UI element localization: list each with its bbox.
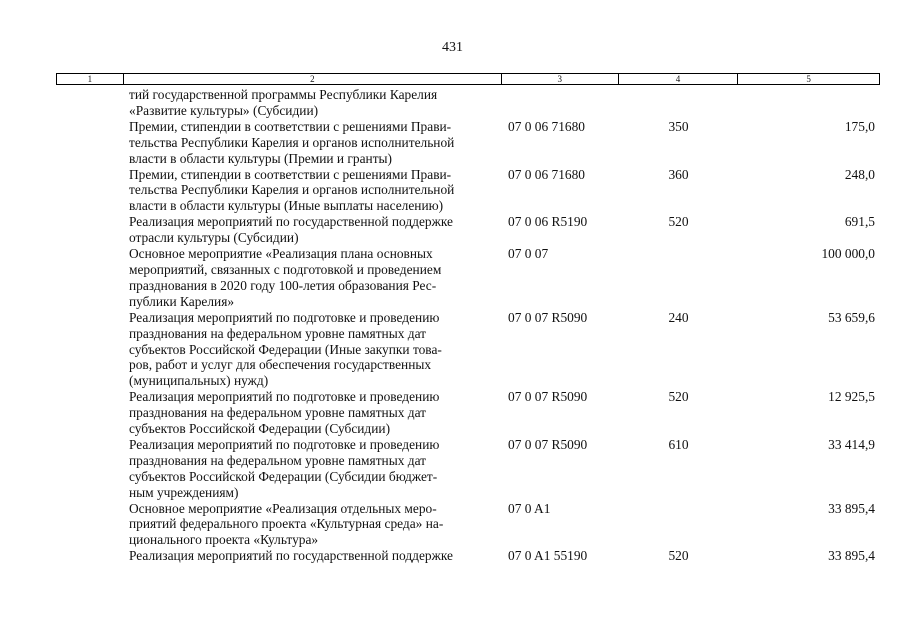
table-row bbox=[0, 389, 905, 437]
row-sum: 33 414,9 bbox=[828, 436, 875, 452]
row-code: 07 0 07 R5090 bbox=[508, 309, 588, 325]
row-name: Реализация мероприятий по подготовке и проведению празднования на федеральном уровне памятных дат субъектов Российской Федерации (Субсидии) bbox=[129, 389, 440, 437]
row-type: 520 bbox=[668, 548, 689, 564]
row-code: 07 0 07 R5090 bbox=[508, 436, 588, 452]
header-col-3: 3 bbox=[502, 74, 619, 84]
header-col-1: 1 bbox=[57, 74, 124, 84]
row-name: Основное мероприятие «Реализация плана основных мероприятий, связанных с подготовкой и проведением празднования в 2020 году 100-летия образования Рес- публики Карелия» bbox=[129, 246, 442, 309]
row-code: 07 0 06 R5190 bbox=[508, 214, 588, 230]
row-type: 610 bbox=[668, 436, 689, 452]
row-sum: 100 000,0 bbox=[821, 246, 875, 262]
row-type: 240 bbox=[668, 309, 689, 325]
row-sum: 175,0 bbox=[844, 118, 875, 134]
table-row bbox=[0, 119, 905, 167]
table-row bbox=[0, 214, 905, 246]
row-sum: 12 925,5 bbox=[828, 389, 875, 405]
row-type: 360 bbox=[668, 166, 689, 182]
row-name: Реализация мероприятий по подготовке и проведению празднования на федеральном уровне памятных дат субъектов Российской Федерации (Субсидии бюджет- ным учреждениям) bbox=[129, 436, 440, 500]
row-sum: 248,0 bbox=[844, 166, 875, 182]
row-type: 520 bbox=[668, 389, 689, 405]
table-row bbox=[0, 246, 905, 310]
row-type: 520 bbox=[668, 214, 689, 230]
table-row bbox=[0, 501, 905, 549]
row-code: 07 0 06 71680 bbox=[508, 118, 585, 134]
table-header-row bbox=[56, 73, 880, 85]
header-col-4: 4 bbox=[619, 74, 739, 84]
row-code: 07 0 A1 bbox=[508, 500, 551, 516]
row-code: 07 0 07 R5090 bbox=[508, 389, 588, 405]
row-sum: 33 895,4 bbox=[828, 500, 875, 516]
table-row bbox=[0, 87, 905, 119]
table-row bbox=[0, 167, 905, 215]
row-name: Премии, стипендии в соответствии с решениями Прави- тельства Республики Карелия и органов исполнительной власти в области культуры (Премии и гранты) bbox=[129, 118, 455, 166]
row-name: Премии, стипендии в соответствии с решениями Прави- тельства Республики Карелия и органов исполнительной власти в области культуры (Иные выплаты населению) bbox=[129, 166, 455, 214]
header-col-2: 2 bbox=[124, 74, 502, 84]
table-row bbox=[0, 548, 905, 564]
row-name: тий государственной программы Республики Карелия «Развитие культуры» (Субсидии) bbox=[129, 87, 438, 118]
row-type: 350 bbox=[668, 118, 689, 134]
table-body bbox=[0, 87, 905, 564]
table-row bbox=[0, 310, 905, 390]
row-name: Реализация мероприятий по государственной поддержке отрасли культуры (Субсидии) bbox=[129, 214, 453, 246]
page-number: 431 bbox=[442, 40, 463, 55]
row-sum: 33 895,4 bbox=[828, 548, 875, 564]
header-col-5: 5 bbox=[806, 74, 811, 84]
row-sum: 691,5 bbox=[844, 214, 875, 230]
row-code: 07 0 06 71680 bbox=[508, 166, 585, 182]
table-row bbox=[0, 437, 905, 501]
row-name: Реализация мероприятий по подготовке и проведению празднования на федеральном уровне памятных дат субъектов Российской Федерации (Иные закупки това- ров, работ и услуг для обеспечения государственных (муниципальных) нужд) bbox=[129, 309, 442, 389]
row-sum: 53 659,6 bbox=[828, 309, 875, 325]
row-code: 07 0 07 bbox=[508, 246, 549, 262]
row-name: Основное мероприятие «Реализация отдельных меро- приятий федерального проекта «Культурная среда» на- ционального проекта «Культура» bbox=[129, 500, 444, 548]
row-name: Реализация мероприятий по государственной поддержке bbox=[129, 548, 453, 564]
row-code: 07 0 A1 55190 bbox=[508, 548, 588, 564]
